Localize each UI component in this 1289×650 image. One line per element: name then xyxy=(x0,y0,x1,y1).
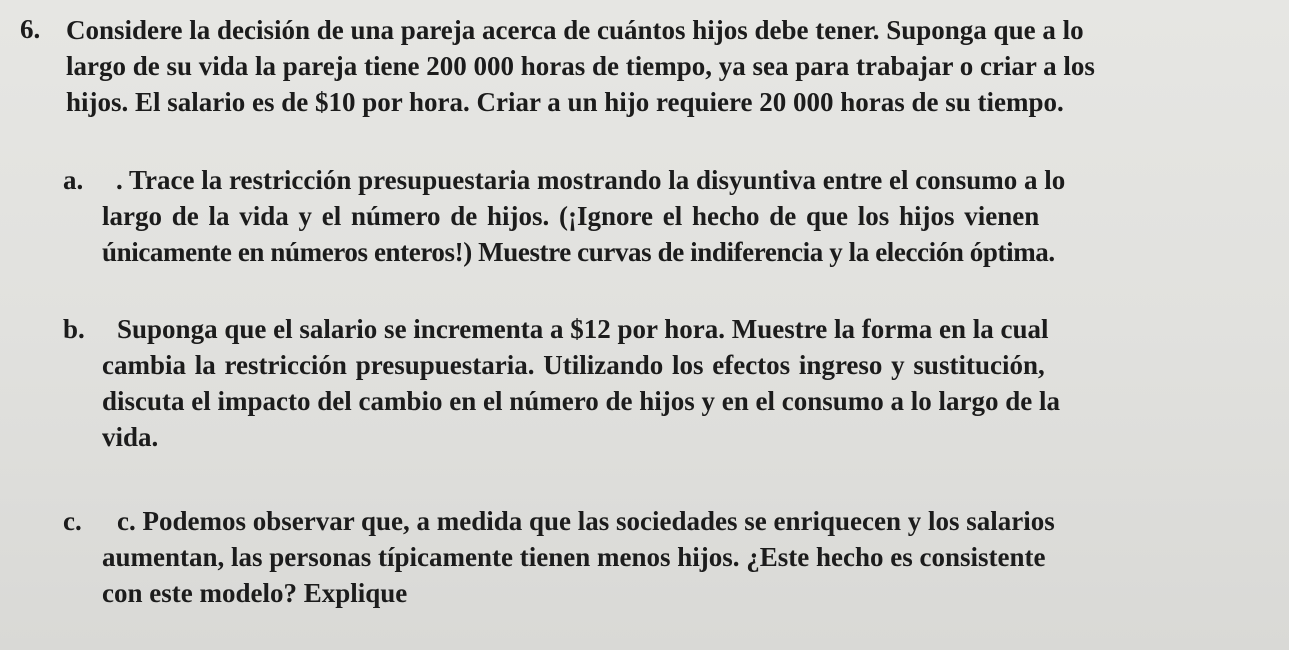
question-line-3: hijos. El salario es de $10 por hora. Criar a un hijo requiere 20 000 horas de su tiempo. xyxy=(66,87,1064,117)
part-c-line-3: con este modelo? Explique xyxy=(102,578,408,608)
part-a-line-2: largo de la vida y el número de hijos. (¡Ignore el hecho de que los hijos vienen xyxy=(102,201,1040,231)
part-c-line-1: c. Podemos observar que, a medida que las sociedades se enriquecen y los salarios xyxy=(117,506,1055,536)
question-number: 6. xyxy=(20,14,41,44)
part-c-label: c. xyxy=(63,506,82,536)
part-c-line-2: aumentan, las personas típicamente tienen menos hijos. ¿Este hecho es consistente xyxy=(102,542,1046,572)
part-b-line-1: Suponga que el salario se incrementa a $12 por hora. Muestre la forma en la cual xyxy=(117,314,1049,344)
part-a-label: a. xyxy=(63,165,84,195)
part-b-label: b. xyxy=(63,314,85,344)
part-a-line-3: únicamente en números enteros!) Muestre curvas de indiferencia y la elección óptima. xyxy=(102,237,1055,267)
part-b-line-4: vida. xyxy=(102,422,159,452)
part-a-line-1: . Trace la restricción presupuestaria mostrando la disyuntiva entre el consumo a lo xyxy=(116,165,1066,195)
question-line-1: Considere la decisión de una pareja acerca de cuántos hijos debe tener. Suponga que a lo xyxy=(66,15,1084,45)
question-line-2: largo de su vida la pareja tiene 200 000 horas de tiempo, ya sea para trabajar o criar a los xyxy=(66,51,1095,81)
part-b-line-2: cambia la restricción presupuestaria. Utilizando los efectos ingreso y sustitución, xyxy=(102,350,1045,380)
part-b-line-3: discuta el impacto del cambio en el número de hijos y en el consumo a lo largo de la xyxy=(102,386,1060,416)
